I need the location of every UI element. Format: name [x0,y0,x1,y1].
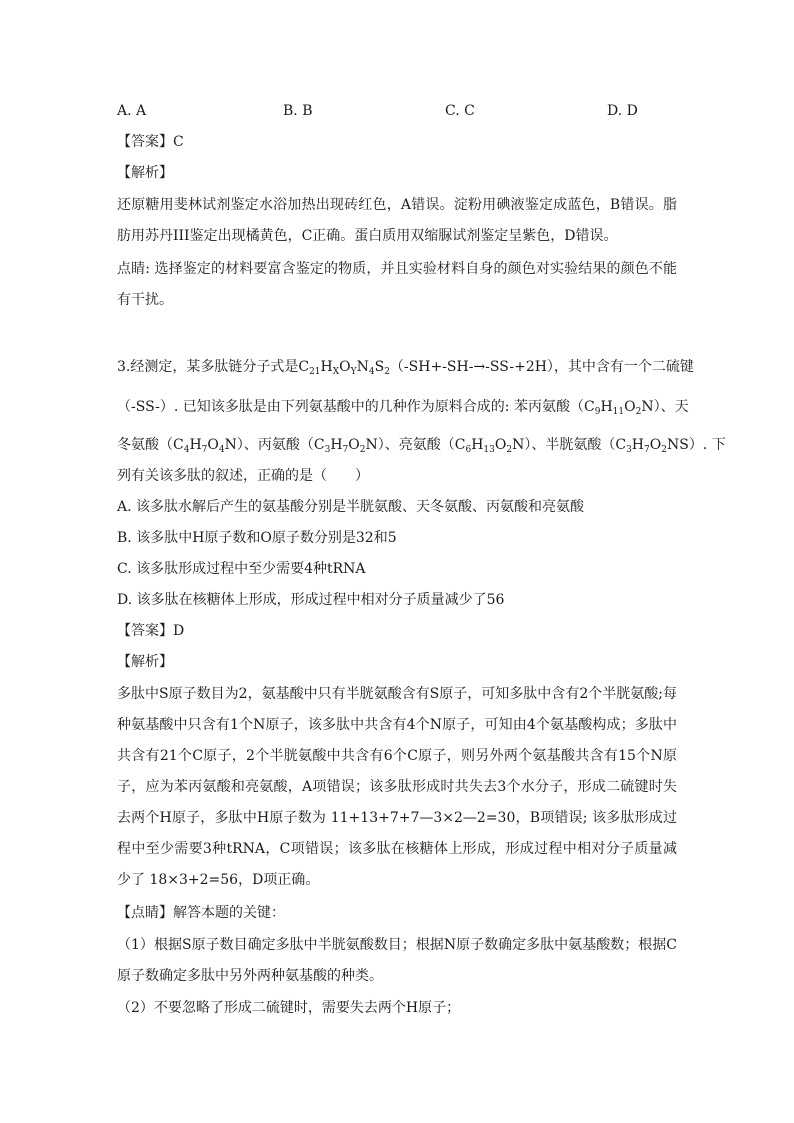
q2-analysis-label: 【解析】 [117,165,173,181]
q3-option-a: A. 该多肽水解后产生的氨基酸分别是半胱氨酸、天冬氨酸、丙氨酸和亮氨酸 [117,499,585,515]
formula-aspartate: $C_4H_7O_4N$ [173,437,237,455]
q3-option-b: B. 该多肽中H原子数和O原子数分别是32和5 [117,530,397,546]
q2-option-a: A. A [117,103,147,119]
q3-stem-line-3: 冬氨酸$(C_4H_7O_4N)$、丙氨酸$(C_3H_7O_2N)$、亮氨酸$(C_6H_{13}O_2N)$、半胱氨酸$(C_3H_7O_2NS)$. 下 [117,437,726,455]
q3-analysis-text: 多肽中S原子数目为2，氨基酸中只有半胱氨酸含有S原子，可知多肽中含有2个半胱氨酸;每种氨基酸中只含有1个N原子，该多肽中共含有4个N原子，可知由4个氨基酸构成；多肽中共含有21个C原子，2个半胱氨酸中共含有6个C原子，则另外两个氨基酸共含有15个N原子，应为苯丙氨酸和亮氨酸，A项错误；该多肽形成时共失去3个水分子，形成二硫键时失去两个H原子，多肽中H原子数为 11+13+7+7—3×2—2=30，B项错误; 该多肽形成过程中至少需要3种tRNA，C项错误；该多肽在核糖体上形成，形成过程中相对分子质量减少了 18×3+2=56，D项正确。 [117,686,677,888]
formula-cysteine: $C_3H_7O_2NS$ [615,437,689,455]
q3-option-c: C. 该多肽形成过程中至少需要4种tRNA [117,561,366,577]
q3-stem-text: 3.经测定，某多肽链分子式是 [117,359,299,375]
q3-tip-item-1: （1）根据S原子数目确定多肽中半胱氨酸数目；根据N原子数确定多肽中氨基酸数；根据C原子数确定多肽中另外两种氨基酸的种类。 [117,937,677,984]
q3-tip-item-2: （2）不要忽略了形成二硫键时，需要失去两个H原子； [117,1000,461,1016]
formula-leucine: $C_6H_{13}O_2N$ [454,437,525,455]
q3-stem-line-2: （-SS-）. 已知该多肽是由下列氨基酸中的几种作为原料合成的: 苯丙氨酸$(C_9H_{11}O_2N)$、天 [117,399,689,417]
q2-option-b: B. B [283,103,313,119]
q3-analysis-label: 【解析】 [117,654,173,670]
q2-option-d: D. D [607,103,638,119]
q2-analysis-text: 还原糖用斐林试剂鉴定水浴加热出现砖红色，A错误。淀粉用碘液鉴定成蓝色，B错误。脂肪用苏丹III鉴定出现橘黄色，C正确。蛋白质用双缩脲试剂鉴定呈紫色，D错误。 [117,197,677,244]
q3-stem-line-1 [117,352,694,383]
q2-tip: 点睛: 选择鉴定的材料要富含鉴定的物质，并且实验材料自身的颜色对实验结果的颜色不能有干扰。 [117,261,677,308]
formula-phenylalanine: $C_9H_{11}O_2N$ [583,399,654,417]
q3-answer: 【答案】D [117,623,185,639]
q3-option-d: D. 该多肽在核糖体上形成，形成过程中相对分子质量减少了56 [117,592,505,608]
q3-stem-line-4: 列有关该多肽的叙述，正确的是（ ） [117,468,369,484]
molecular-formula: $C_{21}H_XO_YN_4S_2$ [298,359,390,377]
q3-stem-text: （-SH+-SH-→-SS-+2H），其中含有一个二硫键 [389,359,694,375]
q2-option-c: C. C [445,103,475,119]
formula-alanine: $C_3H_7O_2N$ [313,437,378,455]
q2-answer: 【答案】C [117,134,184,150]
q3-tip-label: 【点睛】解答本题的关键： [117,905,285,921]
